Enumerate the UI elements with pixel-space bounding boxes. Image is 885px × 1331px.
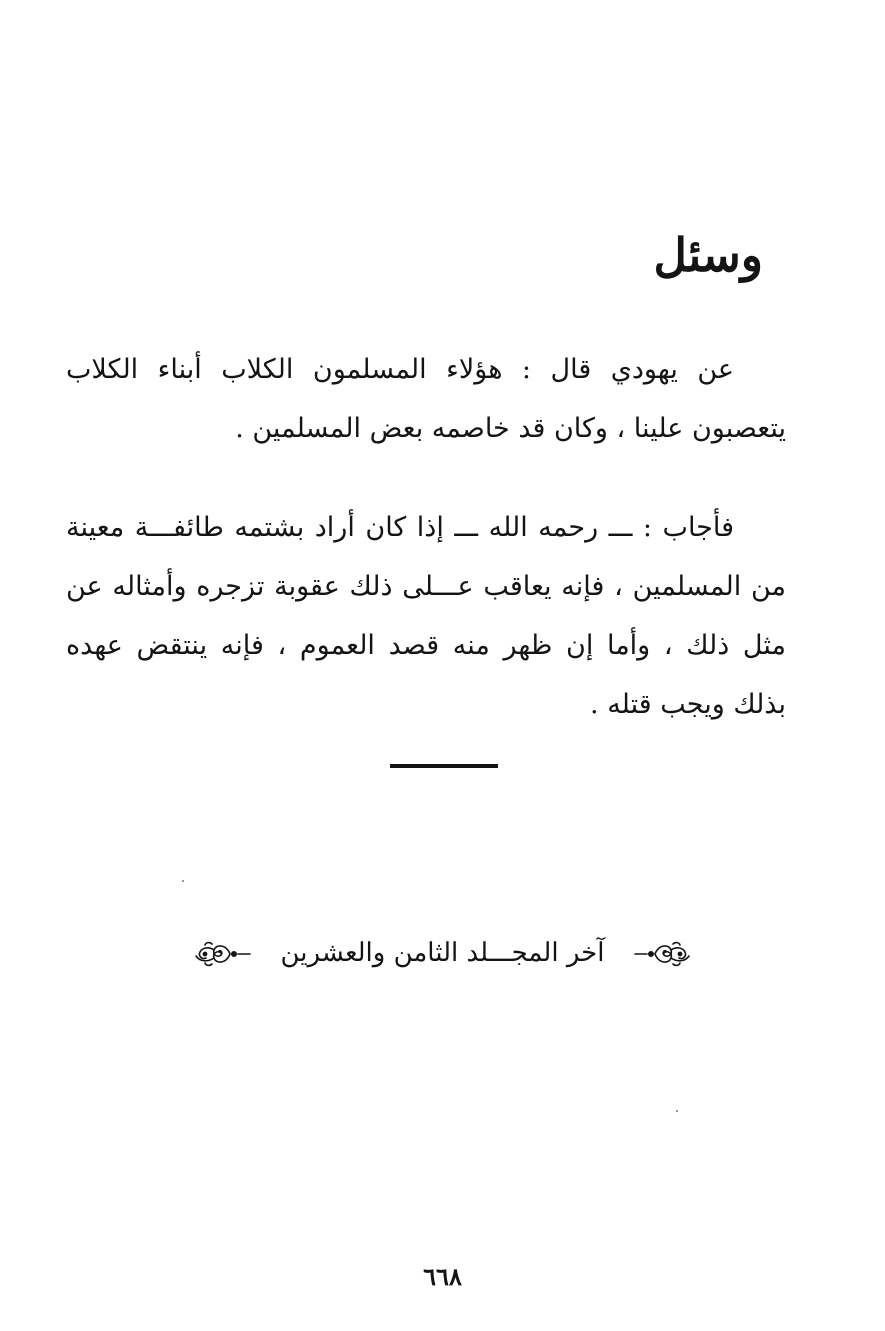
volume-end-text: آخر المجـــلد الثامن والعشرين	[280, 938, 605, 968]
floral-ornament-icon	[192, 940, 252, 968]
horizontal-rule	[390, 764, 498, 768]
floral-ornament-icon	[633, 940, 693, 968]
page-number: ٦٦٨	[423, 1262, 462, 1291]
volume-end-note	[0, 928, 885, 978]
section-heading: وسئل	[653, 228, 763, 282]
answer-paragraph: فأجاب : ـــ رحمه الله ـــ إذا كان أراد بشتمه طائفـــة معينة من المسلمين ، فإنه يعاقب عـــلى ذلك عقوبة تزجره وأمثاله عن مثل ذلك ، وأما إن ظهر منه قصد العموم ، فإنه ينتقض عهده بذلك ويجب قتله .	[66, 512, 786, 720]
scan-speck	[182, 880, 184, 882]
scan-speck	[676, 1110, 678, 1112]
question-paragraph: عن يهودي قال : هؤلاء المسلمون الكلاب أبناء الكلاب يتعصبون علينا ، وكان قد خاصمه بعض المسلمين .	[66, 354, 786, 444]
